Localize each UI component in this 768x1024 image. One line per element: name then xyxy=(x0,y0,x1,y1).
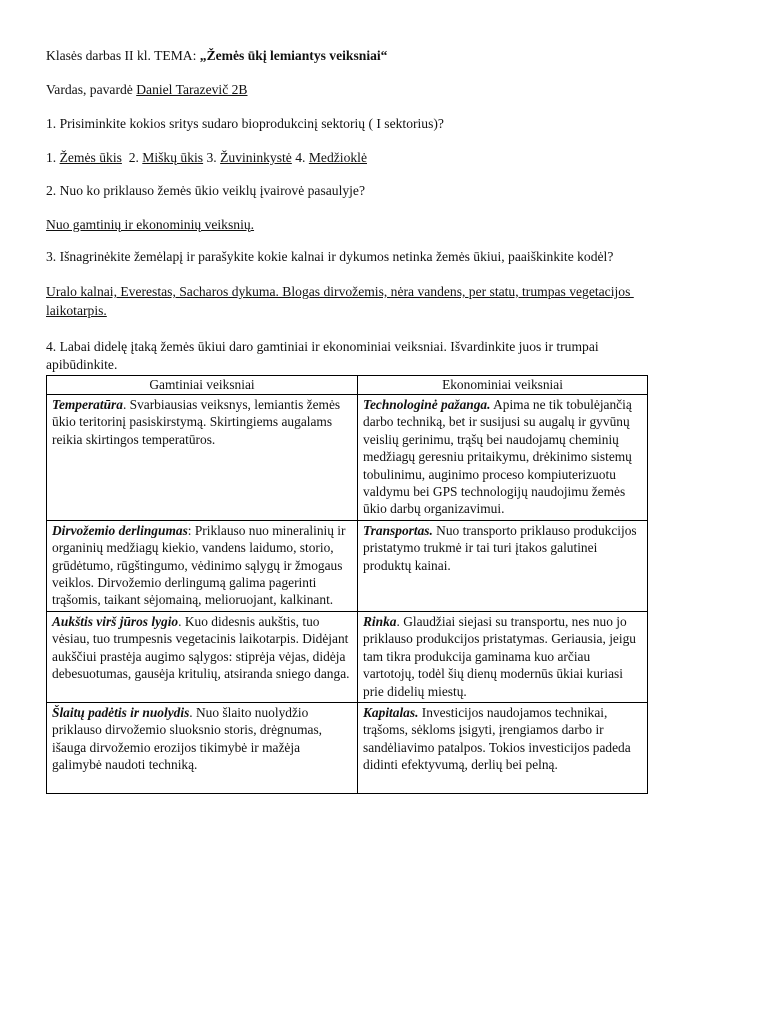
table-row xyxy=(47,395,648,521)
table-header-row xyxy=(47,376,648,395)
table-cell xyxy=(358,520,648,611)
table-cell xyxy=(47,395,358,521)
table-cell xyxy=(358,395,648,521)
question-2: 2. Nuo ko priklauso žemės ūkio veiklų įvairovė pasaulyje? xyxy=(46,183,365,198)
document-header xyxy=(46,47,387,64)
table-row xyxy=(47,520,648,611)
topic-title: „Žemės ūkį lemiantys veiksniai“ xyxy=(199,48,388,63)
answer-1-number-3: 3. xyxy=(203,150,221,165)
table-cell xyxy=(47,702,358,793)
answer-1-item-3: Žuvininkystė xyxy=(220,150,292,165)
factors-table xyxy=(46,375,648,794)
factor-term: Dirvožemio derlingumas xyxy=(52,522,188,538)
question-3: 3. Išnagrinėkite žemėlapį ir parašykite kokie kalnai ir dykumos netinka žemės ūkiui, paaiškinkite kodėl? xyxy=(46,249,614,264)
header-prefix: Klasės darbas II kl. TEMA: xyxy=(46,48,200,63)
factor-term: Aukštis virš jūros lygio xyxy=(52,613,179,629)
factor-description: Apima ne tik tobulėjančią darbo techniką, bet ir susijusi su augalų ir gyvūnų veislių gerinimu, trąšų bei naudojamų cheminių medžiagų geresniu pritaikymu, drėkinimo sistemų tobulinimu, auginimo proceso kompiuterizuotu valdymu bei GPS technologijų naudojimu žemės ūkio darbų organizavimui. xyxy=(363,397,632,517)
question-1: 1. Prisiminkite kokios sritys sudaro bioprodukcinį sektorių ( I sektorius)? xyxy=(46,116,444,131)
factor-term: Transportas. xyxy=(363,522,433,538)
table-row xyxy=(47,611,648,702)
factor-term: Kapitalas. xyxy=(363,704,419,720)
student-line xyxy=(46,81,248,98)
answer-1-item-2: Miškų ūkis xyxy=(142,150,204,165)
table-cell xyxy=(47,611,358,702)
answer-1-number-1: 1. xyxy=(46,150,60,165)
answer-3-line-1: Uralo kalnai, Everestas, Sacharos dykuma. Blogas dirvožemis, nėra vandens, per statu, trumpas vegetacijos xyxy=(46,284,634,299)
table-row xyxy=(47,702,648,793)
student-name: Daniel Tarazevič 2B xyxy=(136,82,248,97)
answer-1 xyxy=(46,149,367,166)
factor-term: Rinka xyxy=(363,613,397,629)
answer-3-line-2: laikotarpis. xyxy=(46,303,107,318)
answer-1-number-4: 4. xyxy=(291,150,309,165)
factor-description: . Glaudžiai siejasi su transportu, nes nuo jo priklauso produkcijos pristatymas. Geriausia, jeigu tam tikra produkcija gaminama kuo arčiau vartotojų, todėl šių dienų modernūs ūkiai kuriasi prie didelių miestų. xyxy=(363,613,636,699)
factor-description: : Priklauso nuo mineralinių ir organinių medžiagų kiekio, vandens laidumo, storio, grūdėtumo, rūgštingumo, vėdinimo sąlygų ir žmogaus veiklos. Dirvožemio derlingumą galima pagerinti trąšomis, taikant sėjomainą, melioruojant, kalkinant. xyxy=(52,522,346,608)
factor-description: . Nuo šlaito nuolydžio priklauso dirvožemio sluoksnio storis, drėgnumas, išauga dirvožemio erozijos tikimybė ir mažėja galimybė naudoti techniką. xyxy=(52,704,323,773)
header-natural-factors: Gamtiniai veiksniai xyxy=(47,376,358,395)
answer-1-item-4: Medžioklė xyxy=(308,150,367,165)
factor-term: Šlaitų padėtis ir nuolydis xyxy=(52,704,190,720)
table-cell xyxy=(47,520,358,611)
factor-term: Technologinė pažanga. xyxy=(363,397,491,412)
factor-description: Nuo transporto priklauso produkcijos pristatymo trukmė ir tai turi įtakos galutinei produktų kainai. xyxy=(363,522,637,573)
factor-description: Investicijos naudojamos technikai, trąšoms, sėkloms įsigyti, įrengiamos darbo ir sandėliavimo patalpos. Tokios investicijos padeda didinti efektyvumą, derlių bei pelną. xyxy=(363,704,631,773)
header-economic-factors: Ekonominiai veiksniai xyxy=(358,376,648,395)
table-cell xyxy=(358,611,648,702)
question-4-line-2: apibūdinkite. xyxy=(46,357,118,372)
student-label: Vardas, pavardė xyxy=(46,82,137,97)
answer-2: Nuo gamtinių ir ekonominių veiksnių. xyxy=(46,217,255,232)
question-4-line-1: 4. Labai didelę įtaką žemės ūkiui daro gamtiniai ir ekonominiai veiksniai. Išvardinkite juos ir trumpai xyxy=(46,339,599,354)
answer-1-number-2: 2. xyxy=(121,150,143,165)
answer-1-item-1: Žemės ūkis xyxy=(59,150,122,165)
factor-description: . Kuo didesnis aukštis, tuo vėsiau, tuo trumpesnis vegetacinis laikotarpis. Didėjant aukščiui prastėja augimo sąlygos: stiprėja vėjas, didėja debesuotumas, gausėja kritulių, atsiranda sniego danga. xyxy=(52,613,350,682)
table-cell xyxy=(358,702,648,793)
factor-term: Temperatūra xyxy=(52,397,123,412)
factor-description: . Svarbiausias veiksnys, lemiantis žemės ūkio teritorinį pasiskirstymą. Skirtingiems augalams reikia skirtingos temperatūros. xyxy=(52,397,341,447)
